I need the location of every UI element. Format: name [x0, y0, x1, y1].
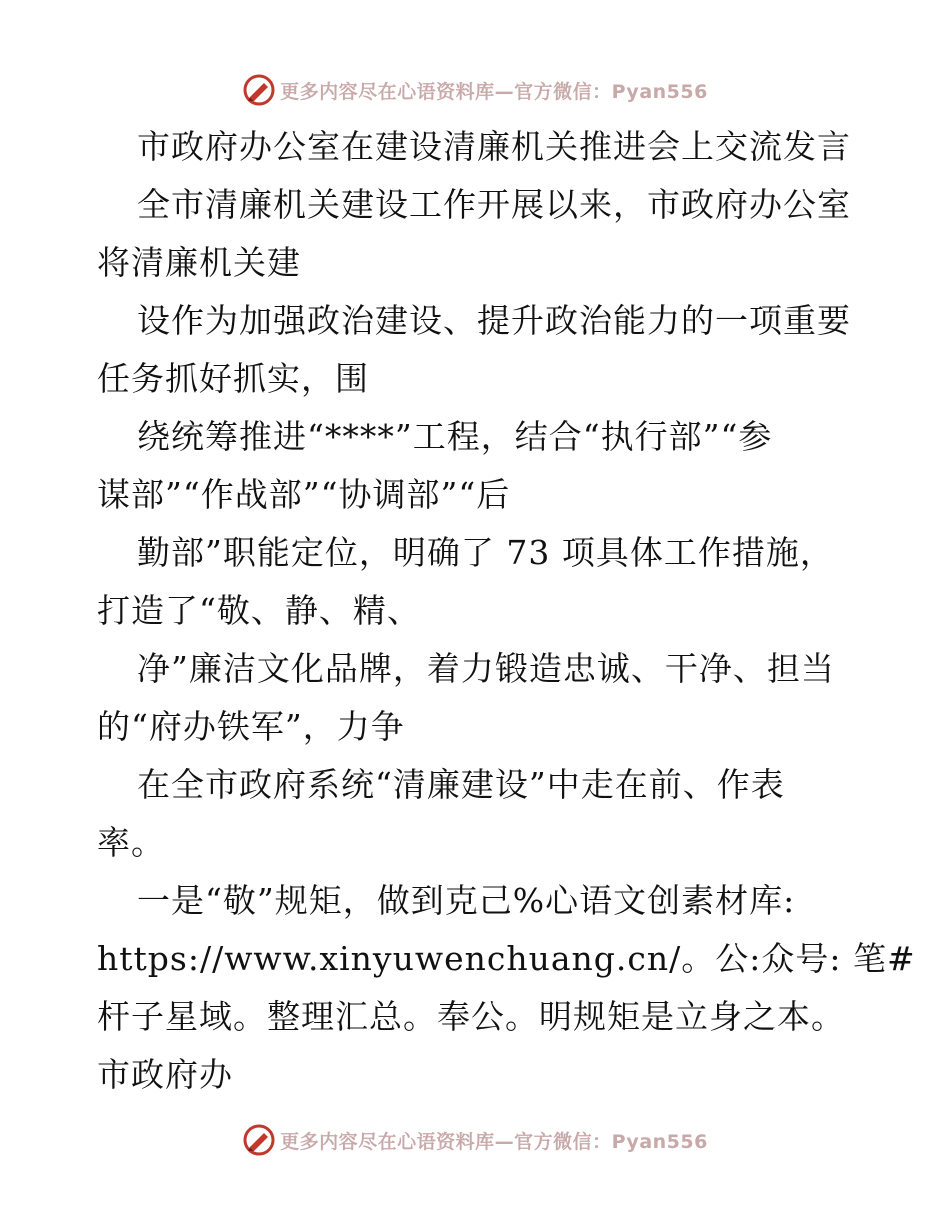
- footer-banner: [0, 1120, 950, 1160]
- pen-logo-icon: [242, 73, 276, 107]
- paragraph-line: 将清廉机关建: [97, 243, 301, 282]
- footer-banner-text: 更多内容尽在心语资料库—官方微信：Pyan556: [280, 1130, 708, 1153]
- paragraph-line: 的“府办铁军”，力争: [97, 707, 405, 746]
- paragraph-line: 绕统筹推进“****”工程，结合“执行部”“参: [137, 417, 773, 456]
- paragraph-line: 设作为加强政治建设、提升政治能力的一项重要: [137, 301, 851, 340]
- paragraph-line: 任务抓好抓实，围: [97, 359, 369, 398]
- paragraph-line: 谋部”“作战部”“协调部”“后: [97, 475, 511, 514]
- pen-logo-icon: [242, 1123, 276, 1157]
- document-body: [97, 118, 916, 1104]
- paragraph-line: 杆子星域。整理汇总。奉公。明规矩是立身之本。: [97, 997, 845, 1036]
- paragraph-line: 全市清廉机关建设工作开展以来，市政府办公室: [137, 185, 851, 224]
- paragraph-line: 打造了“敬、静、精、: [97, 591, 421, 630]
- paragraph-line: 一是“敬”规矩，做到克己%心语文创素材库:: [137, 881, 796, 920]
- header-banner: [0, 70, 950, 110]
- paragraph-line: 勤部”职能定位，明确了 73 项具体工作措施，: [137, 533, 834, 572]
- paragraph-line: 市政府办: [97, 1055, 233, 1094]
- header-banner-text: 更多内容尽在心语资料库—官方微信：Pyan556: [280, 80, 708, 103]
- paragraph-line: 净”廉洁文化品牌，着力锻造忠诚、干净、担当: [137, 649, 835, 688]
- paragraph-line: https://www.xinyuwenchuang.cn/。公:众号: 笔#: [97, 939, 916, 978]
- paragraph-line: 率。: [97, 823, 165, 862]
- paragraph-line: 在全市政府系统“清廉建设”中走在前、作表: [137, 765, 785, 804]
- document-title: 市政府办公室在建设清廉机关推进会上交流发言: [137, 127, 851, 166]
